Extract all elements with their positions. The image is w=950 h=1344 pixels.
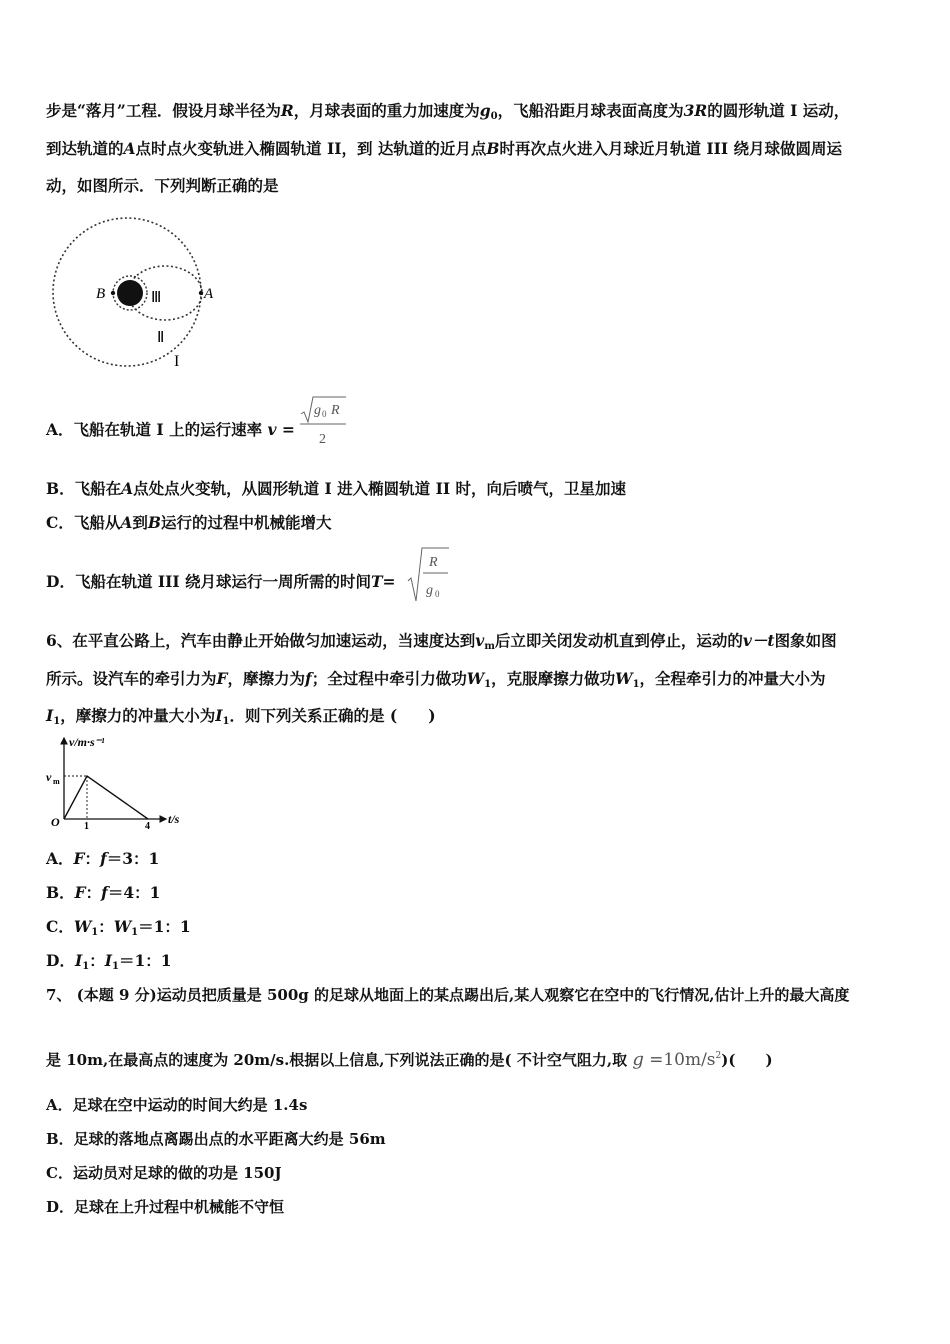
option-text: B．飞船在	[46, 479, 122, 498]
q6-stem-text: 所示。设汽车的牵引力为	[46, 669, 217, 688]
option-text: D．足球在上升过程中机械能不守恒	[46, 1198, 285, 1216]
q7-stem-text: 是 10m,在最高点的速度为 20m/s.根据以上信息,下列说法正确的是( 不计空气阻力,取	[46, 1051, 628, 1069]
q6-option-d	[46, 951, 172, 977]
var-I: I	[46, 706, 54, 725]
q6-stem-text: ，摩擦力为	[227, 669, 306, 688]
var-I: I	[104, 951, 112, 970]
subscript: 1	[222, 716, 230, 727]
option-text: ：	[98, 917, 114, 936]
subscript: m	[484, 641, 495, 652]
equals: =	[382, 572, 396, 591]
formula-sub: 0	[435, 589, 440, 599]
var-F: F	[216, 669, 228, 688]
q7-stem-line-2	[46, 1046, 773, 1070]
var-W: W	[113, 917, 132, 936]
option-text: A．足球在空中运动的时间大约是 1.4s	[46, 1096, 308, 1114]
var-v: v	[475, 631, 485, 650]
q5-stem-text: 点时点火变轨进入椭圆轨道 II，到 达轨道的近月点	[135, 139, 487, 158]
q5-stem-text: 的圆形轨道 I 运动，	[707, 101, 850, 120]
var-R: R	[280, 101, 294, 120]
orbit-diagram	[46, 212, 226, 372]
label-III: Ⅲ	[151, 290, 162, 306]
option-text: D．飞船在轨道 III 绕月球运行一周所需的时间	[46, 572, 371, 591]
var-B: B	[147, 513, 161, 532]
option-text: A．	[46, 849, 74, 868]
q7-stem-text: )( )	[721, 1051, 773, 1069]
option-text: C．运动员对足球的做的功是 150J	[46, 1164, 282, 1182]
formula-g: g	[314, 403, 321, 418]
option-text: B．足球的落地点离踢出点的水平距离大约是 56m	[46, 1130, 386, 1148]
subscript: 1	[111, 961, 119, 972]
option-text: ：	[84, 849, 101, 868]
q6-stem-text: ，摩擦力的冲量大小为	[60, 706, 216, 725]
option-text: 运行的过程中机械能增大	[161, 513, 332, 532]
q6-stem-line-3	[46, 706, 436, 732]
point-A	[199, 291, 203, 295]
q6-stem-text: 图象如图	[774, 631, 837, 650]
option-text: 点处点火变轨，从圆形轨道 I 进入椭圆轨道 II 时，向后喷气，卫星加速	[133, 479, 626, 498]
subscript: 1	[53, 716, 61, 727]
q6-option-a	[46, 849, 159, 869]
var-vt: v－t	[742, 631, 775, 650]
subscript: 1	[484, 679, 492, 690]
q6-stem-line-1	[46, 631, 837, 657]
q6-stem-text: ，克服摩擦力做功	[491, 669, 616, 688]
tick-4: 4	[145, 821, 150, 832]
q6-stem-text: ；全过程中牵引力做功	[311, 669, 467, 688]
q6-stem-text: 后立即关闭发动机直到停止，运动的	[494, 631, 743, 650]
q5-option-c	[46, 513, 332, 533]
point-B	[111, 291, 115, 295]
q6-stem-text: ，全程牵引力的冲量大小为	[639, 669, 826, 688]
q6-stem-line-2	[46, 669, 826, 695]
superscript: 2	[715, 1051, 722, 1061]
formula-value: =10m/s	[649, 1050, 716, 1070]
formula-sqrt-R-over-g0	[405, 545, 451, 605]
option-text: ＝4：1	[107, 883, 161, 902]
subscript: 1	[131, 927, 139, 938]
formula-sub: 0	[322, 409, 327, 419]
option-text: 到	[132, 513, 148, 532]
q5-option-b	[46, 479, 626, 499]
x-axis-label: t/s	[168, 812, 180, 826]
var-A: A	[121, 479, 134, 498]
q6-stem-text: 6、在平直公路上，汽车由静止开始做匀加速运动，当速度达到	[46, 631, 476, 650]
var-I: I	[215, 706, 223, 725]
subscript: 1	[82, 961, 90, 972]
q6-option-b	[46, 883, 160, 903]
var-g: g	[479, 101, 491, 120]
var-A: A	[123, 139, 136, 158]
option-text: B．	[46, 883, 75, 902]
formula-g: g	[426, 583, 433, 598]
option-text: D．	[46, 951, 75, 970]
option-text: ＝1：1	[118, 951, 172, 970]
var-W: W	[615, 669, 633, 688]
vm-label: v	[46, 770, 52, 784]
q7-option-d	[46, 1197, 284, 1217]
option-text: C．	[46, 917, 74, 936]
q5-stem-text: ，月球表面的重力加速度为	[293, 101, 480, 120]
option-text: A．飞船在轨道 I 上的运行速率	[46, 420, 263, 439]
var-v: v	[267, 420, 277, 439]
label-I: I	[174, 353, 180, 370]
tick-1: 1	[84, 821, 89, 832]
formula-g: g	[632, 1049, 644, 1070]
moon	[117, 280, 143, 306]
var-f: f	[305, 669, 312, 688]
q7-option-a	[46, 1095, 307, 1115]
q7-stem-text: 7、 (本题 9 分)运动员把质量是 500g 的足球从地面上的某点踢出后,某人观察它在空中的飞行情况,估计上升的最大高度	[46, 986, 850, 1004]
var-A: A	[120, 513, 133, 532]
origin-label: O	[51, 815, 60, 829]
option-text: ＝1：1	[138, 917, 191, 936]
q5-stem-text: 时再次点火进入月球近月轨道 III 绕月球做圆周运	[499, 139, 842, 158]
q7-option-c	[46, 1163, 282, 1183]
option-text: ：	[85, 883, 102, 902]
q6-stem-text: ．则下列关系正确的是 ( )	[229, 706, 436, 725]
var-T: T	[371, 572, 383, 591]
var-F: F	[74, 883, 86, 902]
option-text: C．飞船从	[46, 513, 121, 532]
q5-stem-text: ，飞船沿距月球表面高度为	[497, 101, 684, 120]
equals: =	[281, 420, 295, 439]
q5-stem-line-3	[46, 176, 279, 196]
q5-stem-text: 到达轨道的	[46, 139, 124, 158]
var-W: W	[73, 917, 92, 936]
var-F: F	[73, 849, 85, 868]
q5-option-d	[46, 572, 396, 592]
vt-graph	[44, 730, 194, 832]
var-f: f	[101, 883, 108, 902]
var-W: W	[466, 669, 485, 688]
vm-subscript: m	[53, 777, 60, 786]
q5-stem-line-1	[46, 101, 849, 127]
q5-stem-line-2	[46, 139, 842, 159]
subscript: 1	[91, 927, 99, 938]
label-A: A	[204, 286, 214, 302]
vt-curve	[64, 776, 148, 819]
formula-denominator: 2	[319, 432, 326, 447]
subscript: 1	[632, 679, 640, 690]
q5-stem-text: 动，如图所示．下列判断正确的是	[46, 176, 279, 195]
label-B: B	[96, 286, 106, 302]
q7-option-b	[46, 1129, 386, 1149]
var-f: f	[100, 849, 107, 868]
option-text: ＝3：1	[106, 849, 160, 868]
y-axis-label: v/m·s⁻¹	[69, 735, 105, 749]
var-B: B	[486, 139, 500, 158]
label-II: Ⅱ	[157, 330, 165, 346]
q6-option-c	[46, 917, 191, 943]
var-3R: 3R	[683, 101, 708, 120]
q5-stem-text: 步是“落月”工程．假设月球半径为	[46, 101, 281, 120]
formula-R: R	[331, 403, 340, 418]
q7-stem-line-1	[46, 985, 849, 1005]
subscript: 0	[490, 111, 498, 122]
var-I: I	[74, 951, 83, 970]
q5-option-a	[46, 420, 295, 440]
formula-sqrt-g0R-over-2	[298, 394, 350, 450]
option-text: ：	[89, 951, 105, 970]
formula-R: R	[429, 555, 438, 570]
